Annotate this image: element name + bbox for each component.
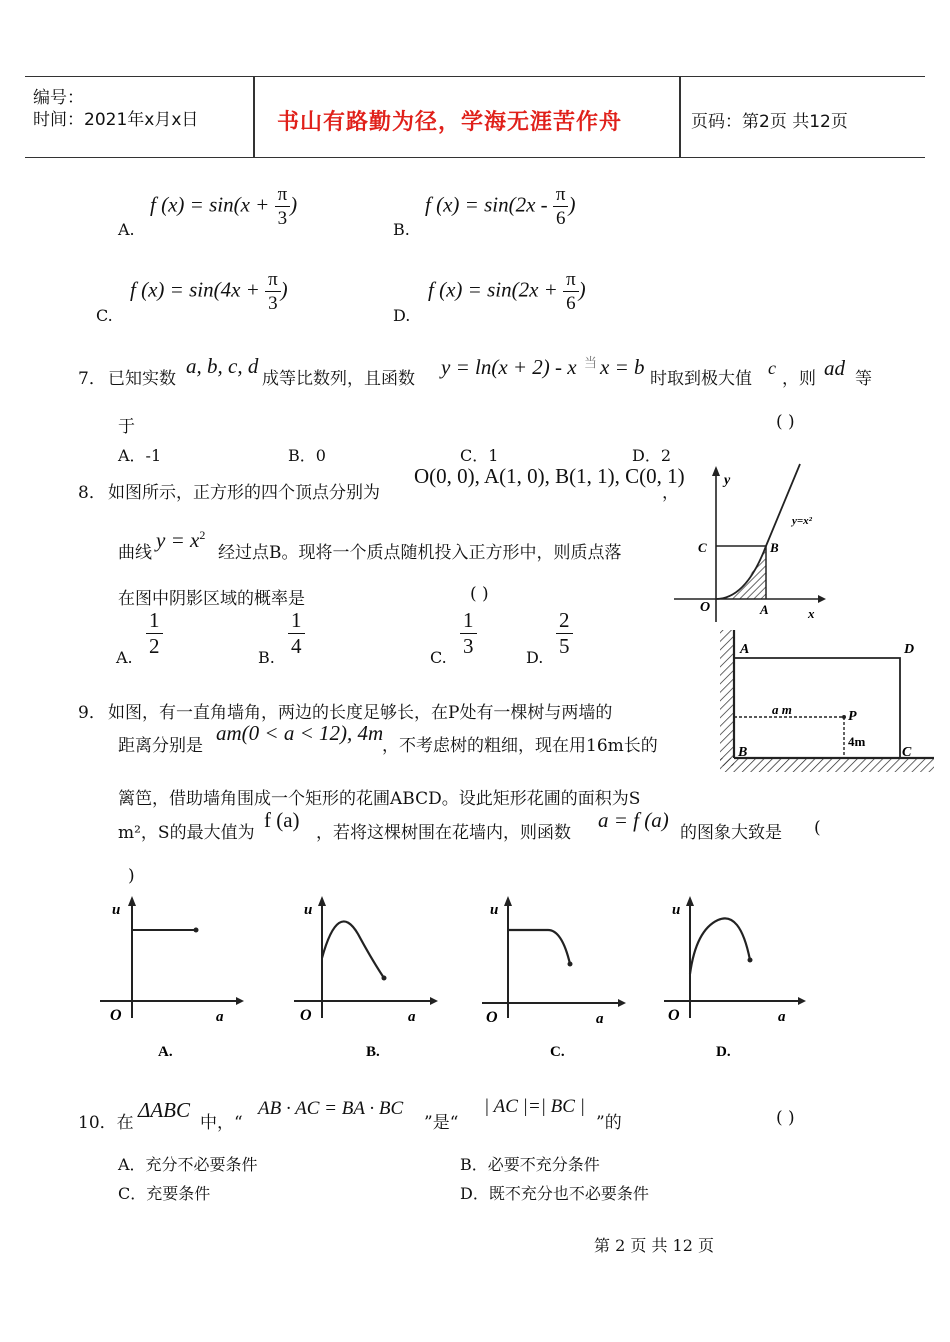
q8-option-b-value: $\frac{1}{4}$ — [288, 610, 305, 657]
label-p: P — [848, 709, 857, 724]
q9-distances: am(0 < a < 12), 4m — [216, 721, 384, 745]
axis-arrow — [798, 997, 806, 1005]
q10-option-a: A．充分不必要条件 — [118, 1155, 258, 1174]
q7-number: 7． — [78, 369, 106, 389]
endpoint — [748, 958, 753, 963]
axis-arrow — [128, 896, 136, 906]
q9-number: 9． — [78, 703, 106, 723]
q9-text: 距离分别是 — [118, 736, 203, 756]
origin-label: O — [700, 600, 711, 615]
q7-cond: x = b — [600, 355, 645, 379]
motto: 书山有路勤为径，学海无涯苦作舟 — [277, 110, 623, 135]
q7-answer-paren: ( ) — [776, 412, 795, 432]
q6-option-a-formula: f (x) = sin(x + $\frac{\pi}{3}$ ) — [150, 184, 298, 229]
page-info: 页码：第2页 共12页 — [691, 112, 848, 132]
q6-option-c-label: C. — [96, 306, 113, 325]
endpoint — [194, 928, 199, 933]
label-am: a m — [772, 702, 792, 717]
q10-condition-1: AB · AC = BA · BC — [258, 1098, 404, 1119]
q9-answer-paren-open: ( — [814, 818, 821, 838]
q10-text: ”的 — [596, 1113, 622, 1133]
q6-option-b-label: B. — [393, 220, 410, 239]
graph-curve — [508, 930, 570, 964]
axis-arrow — [504, 896, 512, 906]
a-label: a — [408, 1009, 416, 1025]
tree-point — [842, 715, 846, 719]
q7-dang: 当 — [584, 356, 598, 371]
graph-caption: C. — [550, 1044, 565, 1060]
q8-number: 8． — [78, 483, 106, 503]
q7-ad: ad — [824, 356, 845, 380]
a-label: a — [778, 1009, 786, 1025]
q10-text: ”是“ — [424, 1113, 459, 1133]
q8-text: ， — [662, 483, 679, 503]
q8-text: 如图所示，正方形的四个顶点分别为 — [108, 483, 380, 503]
u-label: u — [112, 902, 121, 918]
q9-text: 篱笆，借助墙角围成一个矩形的花圃ABCD。设此矩形花圃的面积为S — [118, 789, 641, 809]
q10-condition-2: | AC |=| BC | — [484, 1096, 585, 1117]
q8-option-c-value: $\frac{1}{3}$ — [460, 610, 477, 657]
left-wall — [720, 630, 734, 766]
q6-option-d-formula: f (x) = sin(2x + $\frac{\pi}{6}$ ) — [428, 269, 586, 314]
y-label: y — [724, 473, 731, 488]
q6-option-d-label: D. — [393, 306, 411, 325]
curve-label: y=x² — [792, 515, 812, 527]
origin-label: O — [668, 1007, 680, 1024]
axis-arrow — [236, 997, 244, 1005]
x-arrow — [818, 595, 826, 603]
graph-curve — [690, 918, 750, 974]
page-footer: 第 2 页 共 12 页 — [594, 1236, 714, 1255]
q8-option-c-label: C. — [430, 648, 447, 667]
graph-caption: A. — [158, 1044, 173, 1060]
graph-curve — [132, 930, 196, 1001]
q9-graph-a — [92, 890, 252, 1062]
q8-option-a-value: $\frac{1}{2}$ — [146, 610, 163, 657]
label-b: B — [738, 745, 748, 760]
origin-label: O — [300, 1007, 312, 1024]
q10-option-c: C．充要条件 — [118, 1184, 211, 1203]
q9-text: ，不考虑树的粗细，现在用16m长的 — [382, 736, 658, 756]
header-divider — [679, 77, 681, 157]
fence — [734, 658, 900, 758]
q8-text: 经过点B。现将一个质点随机投入正方形中，则质点落 — [218, 543, 622, 563]
q7-c: c — [768, 358, 776, 378]
graph-curve — [322, 921, 384, 978]
q10-option-b: B．必要不充分条件 — [460, 1155, 600, 1174]
q7-text: 成等比数列，且函数 — [262, 369, 415, 389]
label-a: A — [740, 642, 750, 657]
q10-answer-paren: ( ) — [776, 1108, 795, 1128]
time-label: 时间：2021年x月x日 — [33, 110, 199, 130]
point-a-label: A — [760, 602, 769, 617]
q9-text: m²，S的最大值为 — [118, 823, 255, 843]
q7-text: 已知实数 — [108, 369, 176, 389]
endpoint — [382, 976, 387, 981]
q9-figure — [716, 628, 936, 774]
point-b-label: B — [770, 540, 779, 555]
q7-option-a: A．-1 — [118, 446, 162, 465]
q7-text: ，则 — [782, 369, 816, 389]
q9-fa: f (a) — [264, 808, 300, 832]
label-c: C — [902, 745, 912, 760]
q7-option-b: B．0 — [288, 446, 326, 465]
q7-text: 时取到极大值 — [650, 369, 752, 389]
q10-triangle: ΔABC — [138, 1098, 190, 1122]
x-label: x — [808, 606, 815, 621]
axis-arrow — [686, 896, 694, 906]
q7-option-d: D．2 — [632, 446, 672, 465]
y-arrow — [712, 466, 720, 476]
q6-option-a-label: A. — [118, 220, 135, 239]
q8-curve: $y = x^2$ — [156, 528, 206, 552]
origin-label: O — [486, 1009, 498, 1026]
q9-graph-b — [286, 890, 446, 1062]
graph-caption: B. — [366, 1044, 380, 1060]
q8-option-a-label: A. — [116, 648, 133, 667]
q8-figure — [668, 458, 838, 628]
point-c-label: C — [698, 540, 707, 555]
axis-arrow — [318, 896, 326, 906]
q10-option-d: D．既不充分也不必要条件 — [460, 1184, 649, 1203]
q8-option-d-value: $\frac{2}{5}$ — [556, 610, 573, 657]
u-label: u — [672, 902, 681, 918]
axis-arrow — [618, 999, 626, 1007]
u-label: u — [304, 902, 313, 918]
bottom-wall — [720, 758, 934, 772]
q9-text: 如图，有一直角墙角，两边的长度足够长，在P处有一棵树与两墙的 — [108, 703, 613, 723]
q9-graph-d — [656, 890, 816, 1062]
code-label: 编号： — [33, 88, 84, 108]
q9-ufa: a = f (a) — [598, 808, 669, 832]
q7-text: 于 — [118, 417, 135, 437]
q9-text: 的图象大致是 — [680, 823, 782, 843]
label-4m: 4m — [848, 734, 866, 749]
q8-option-d-label: D. — [526, 648, 544, 667]
q6-option-c-formula: f (x) = sin(4x + $\frac{\pi}{3}$ ) — [130, 269, 288, 314]
q9-text: ，若将这棵树围在花墙内，则函数 — [316, 823, 571, 843]
axis-arrow — [430, 997, 438, 1005]
u-label: u — [490, 902, 499, 918]
label-d: D — [904, 642, 915, 657]
q7-option-c: C．1 — [460, 446, 499, 465]
q7-vars: a, b, c, d — [186, 354, 259, 378]
a-label: a — [216, 1009, 224, 1025]
q7-text: 等 — [855, 369, 872, 389]
a-label: a — [596, 1011, 604, 1027]
endpoint — [568, 962, 573, 967]
q10-number: 10．在 — [78, 1113, 134, 1133]
q6-option-b-formula: f (x) = sin(2x - $\frac{\pi}{6}$ ) — [425, 184, 576, 229]
origin-label: O — [110, 1007, 122, 1024]
q8-text: 曲线 — [118, 543, 152, 563]
q8-answer-paren: ( ) — [470, 584, 489, 604]
q10-text: 中，“ — [200, 1113, 243, 1133]
q8-text: 在图中阴影区域的概率是 — [118, 589, 305, 609]
q8-option-b-label: B. — [258, 648, 275, 667]
q8-points: O(0, 0), A(1, 0), B(1, 1), C(0, 1) — [414, 464, 685, 488]
q9-answer-paren-close: ) — [128, 866, 135, 886]
header-divider — [253, 77, 255, 157]
graph-caption: D. — [716, 1044, 731, 1060]
page-header — [25, 76, 925, 158]
shaded-region — [716, 546, 766, 599]
q9-graph-c — [474, 890, 634, 1062]
q7-func: y = ln(x + 2) - x — [441, 355, 577, 379]
